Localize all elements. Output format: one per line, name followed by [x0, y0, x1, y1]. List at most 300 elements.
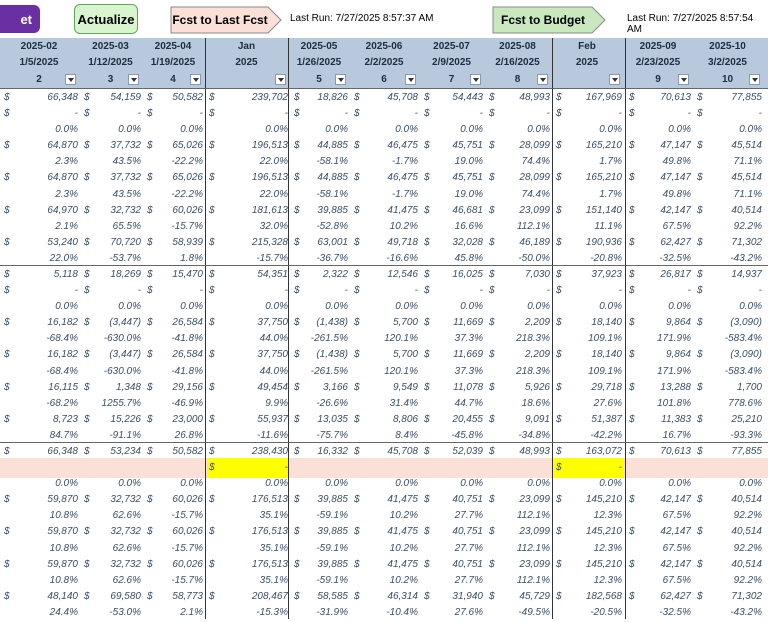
- table-cell[interactable]: 50,582: [172, 92, 203, 103]
- table-cell[interactable]: -52.8%: [316, 220, 348, 232]
- table-cell[interactable]: 58,939: [172, 236, 203, 248]
- table-cell[interactable]: 63,001: [317, 236, 348, 248]
- table-cell[interactable]: 16.6%: [454, 220, 483, 232]
- table-cell[interactable]: 26,584: [172, 349, 203, 361]
- table-cell[interactable]: 45,708: [387, 92, 418, 103]
- table-cell[interactable]: 16,025: [452, 269, 483, 280]
- table-cell[interactable]: -46.9%: [171, 397, 203, 409]
- table-cell[interactable]: 35.1%: [259, 574, 288, 586]
- table-cell[interactable]: -15.7%: [171, 220, 203, 232]
- table-cell[interactable]: 0.0%: [180, 301, 203, 313]
- table-cell[interactable]: 44.0%: [259, 333, 288, 345]
- table-cell[interactable]: 1,700: [736, 381, 762, 393]
- table-cell[interactable]: 112.1%: [516, 542, 550, 554]
- table-cell[interactable]: -93.3%: [730, 429, 762, 441]
- table-cell[interactable]: 16,182: [47, 349, 78, 361]
- table-cell[interactable]: 62.6%: [112, 542, 141, 554]
- table-cell[interactable]: 65.5%: [112, 220, 141, 232]
- table-cell[interactable]: 32,732: [110, 494, 141, 506]
- table-cell[interactable]: 0.0%: [265, 124, 288, 136]
- table-cell[interactable]: 145,210: [585, 494, 622, 506]
- table-cell[interactable]: 47,147: [660, 140, 691, 152]
- table-cell[interactable]: 27.7%: [454, 510, 483, 522]
- table-cell[interactable]: 0.0%: [460, 124, 483, 136]
- table-cell[interactable]: 26,584: [172, 317, 203, 329]
- filter-dropdown-icon[interactable]: [470, 74, 481, 85]
- table-cell[interactable]: 70,613: [660, 446, 691, 457]
- table-cell[interactable]: 32,732: [110, 204, 141, 216]
- table-cell[interactable]: (3,090): [730, 349, 762, 361]
- table-cell[interactable]: -15.7%: [171, 510, 203, 522]
- table-cell[interactable]: 26,817: [660, 269, 691, 280]
- table-cell[interactable]: 47,147: [660, 172, 691, 184]
- table-cell[interactable]: -15.3%: [256, 606, 288, 618]
- table-cell[interactable]: 29,156: [172, 381, 203, 393]
- table-cell[interactable]: -: [344, 285, 348, 297]
- filter-dropdown-icon[interactable]: [609, 74, 620, 85]
- table-cell[interactable]: (1,438): [316, 317, 348, 329]
- table-cell[interactable]: 10.2%: [389, 510, 418, 522]
- table-cell[interactable]: 45,751: [452, 172, 483, 184]
- table-cell[interactable]: 9,864: [665, 317, 691, 329]
- table-cell[interactable]: 66,348: [47, 92, 78, 103]
- table-cell[interactable]: 60,026: [172, 526, 203, 538]
- table-cell[interactable]: 145,210: [585, 558, 622, 570]
- table-cell[interactable]: 10.8%: [49, 542, 78, 554]
- table-cell[interactable]: -: [618, 285, 622, 297]
- table-cell[interactable]: -32.5%: [659, 252, 691, 264]
- table-cell[interactable]: 60,026: [172, 558, 203, 570]
- table-cell[interactable]: -: [74, 108, 78, 120]
- table-cell[interactable]: -: [687, 285, 691, 297]
- filter-dropdown-icon[interactable]: [678, 74, 689, 85]
- table-cell[interactable]: 14,937: [731, 269, 762, 280]
- table-cell[interactable]: 0.0%: [668, 301, 691, 313]
- table-cell[interactable]: 41,475: [387, 558, 418, 570]
- table-cell[interactable]: 1.8%: [180, 252, 203, 264]
- table-cell[interactable]: -68.2%: [46, 397, 78, 409]
- table-cell[interactable]: (3,447): [109, 317, 141, 329]
- table-cell[interactable]: 0.0%: [55, 301, 78, 313]
- table-cell[interactable]: 120.1%: [384, 365, 418, 377]
- table-cell[interactable]: 46,475: [387, 140, 418, 152]
- table-cell[interactable]: -: [284, 108, 288, 120]
- table-cell[interactable]: -583.4%: [724, 333, 762, 345]
- table-cell[interactable]: 92.2%: [733, 220, 762, 232]
- table-cell[interactable]: 8,806: [392, 413, 418, 425]
- table-cell[interactable]: 18.6%: [521, 397, 550, 409]
- table-cell[interactable]: 2.3%: [55, 156, 78, 168]
- table-cell[interactable]: 3,166: [322, 381, 348, 393]
- table-cell[interactable]: -49.5%: [518, 606, 550, 618]
- table-cell[interactable]: 145,210: [585, 526, 622, 538]
- table-cell[interactable]: 9.9%: [265, 397, 288, 409]
- table-cell[interactable]: 1255.7%: [101, 397, 141, 409]
- table-cell[interactable]: 62.6%: [112, 510, 141, 522]
- table-cell[interactable]: -: [199, 108, 203, 120]
- table-cell[interactable]: 42,147: [660, 558, 691, 570]
- table-cell[interactable]: 11,078: [453, 381, 483, 393]
- table-cell[interactable]: 46,475: [387, 172, 418, 184]
- table-cell[interactable]: -22.2%: [171, 188, 203, 200]
- table-cell[interactable]: 55,937: [257, 413, 288, 425]
- table-cell[interactable]: -: [758, 285, 762, 297]
- table-cell[interactable]: 52,039: [452, 446, 483, 457]
- fcst-to-budget-button[interactable]: [492, 6, 606, 34]
- table-cell[interactable]: 0.0%: [395, 301, 418, 313]
- table-cell[interactable]: 16,332: [317, 446, 348, 457]
- table-cell[interactable]: 41,475: [387, 526, 418, 538]
- table-cell[interactable]: 48,140: [47, 590, 78, 602]
- table-cell[interactable]: -1.7%: [391, 188, 418, 200]
- table-cell[interactable]: 0.0%: [739, 124, 762, 136]
- table-cell[interactable]: 13,288: [660, 381, 691, 393]
- table-cell[interactable]: 10.2%: [389, 542, 418, 554]
- table-cell[interactable]: 65,026: [172, 172, 203, 184]
- table-cell[interactable]: 70,613: [660, 92, 691, 103]
- filter-dropdown-icon[interactable]: [190, 74, 201, 85]
- table-cell[interactable]: -630.0%: [103, 333, 141, 345]
- table-cell[interactable]: 23,099: [519, 204, 550, 216]
- table-cell[interactable]: 22.0%: [49, 252, 78, 264]
- table-cell[interactable]: 44.7%: [454, 397, 483, 409]
- filter-dropdown-icon[interactable]: [65, 74, 76, 85]
- table-cell[interactable]: 32,028: [452, 236, 483, 248]
- table-cell[interactable]: 22.0%: [259, 156, 288, 168]
- table-cell[interactable]: -45.8%: [451, 429, 483, 441]
- table-cell[interactable]: 13,035: [317, 413, 348, 425]
- table-cell[interactable]: 2,322: [322, 269, 348, 280]
- table-cell[interactable]: 167,969: [585, 92, 622, 103]
- table-cell[interactable]: -583.4%: [724, 365, 762, 377]
- table-cell[interactable]: 71.1%: [733, 156, 762, 168]
- table-cell[interactable]: 43.5%: [112, 156, 141, 168]
- table-cell[interactable]: -: [344, 108, 348, 120]
- table-cell[interactable]: -: [758, 108, 762, 120]
- table-cell[interactable]: 74.4%: [521, 188, 550, 200]
- table-cell[interactable]: 65,026: [172, 140, 203, 152]
- table-cell[interactable]: 1,348: [115, 381, 141, 393]
- table-cell[interactable]: 42,147: [660, 494, 691, 506]
- table-cell[interactable]: -15.7%: [171, 574, 203, 586]
- table-cell[interactable]: -: [546, 285, 550, 297]
- table-cell[interactable]: 215,328: [251, 236, 288, 248]
- table-cell[interactable]: 45,708: [387, 446, 418, 457]
- table-cell[interactable]: 0.0%: [527, 478, 550, 490]
- table-cell[interactable]: -261.5%: [310, 333, 348, 345]
- table-cell[interactable]: 64,870: [47, 140, 78, 152]
- table-cell[interactable]: 22.0%: [259, 188, 288, 200]
- table-cell[interactable]: 64,970: [47, 204, 78, 216]
- table-cell[interactable]: 54,351: [257, 269, 288, 280]
- table-cell[interactable]: 5,700: [392, 349, 418, 361]
- table-cell[interactable]: 171.9%: [657, 365, 691, 377]
- table-cell[interactable]: 37,732: [110, 140, 141, 152]
- table-cell[interactable]: -: [546, 108, 550, 120]
- table-cell[interactable]: 60,026: [172, 204, 203, 216]
- table-cell[interactable]: 0.0%: [180, 478, 203, 490]
- table-cell[interactable]: -91.1%: [109, 429, 141, 441]
- table-cell[interactable]: 11,383: [661, 413, 691, 425]
- table-cell[interactable]: 2.1%: [180, 606, 203, 618]
- table-cell[interactable]: 163,072: [585, 446, 622, 457]
- table-cell[interactable]: 67.5%: [662, 574, 691, 586]
- table-cell[interactable]: 151,140: [585, 204, 622, 216]
- table-cell[interactable]: 62,427: [660, 590, 691, 602]
- table-cell[interactable]: 190,936: [585, 236, 622, 248]
- table-cell[interactable]: 48,993: [519, 446, 550, 457]
- table-cell[interactable]: 84.7%: [49, 429, 78, 441]
- table-cell[interactable]: 71.1%: [733, 188, 762, 200]
- table-cell[interactable]: -75.7%: [316, 429, 348, 441]
- table-cell[interactable]: 11,669: [453, 349, 483, 361]
- table-cell[interactable]: 8,723: [52, 413, 78, 425]
- table-cell[interactable]: 0.0%: [460, 478, 483, 490]
- table-cell[interactable]: -: [137, 108, 141, 120]
- table-cell[interactable]: -59.1%: [316, 542, 348, 554]
- table-cell[interactable]: 0.0%: [55, 478, 78, 490]
- table-cell[interactable]: 46,681: [452, 204, 483, 216]
- table-cell[interactable]: 0.0%: [395, 478, 418, 490]
- table-cell[interactable]: 40,514: [731, 526, 762, 538]
- table-cell[interactable]: 29,718: [591, 381, 622, 393]
- table-cell[interactable]: 77,855: [731, 446, 762, 457]
- table-cell[interactable]: 45,729: [519, 590, 550, 602]
- filter-dropdown-icon[interactable]: [335, 74, 346, 85]
- set-button[interactable]: et: [0, 5, 40, 33]
- table-cell[interactable]: 27.6%: [454, 606, 483, 618]
- table-cell[interactable]: -16.6%: [386, 252, 418, 264]
- table-cell[interactable]: 19.0%: [454, 156, 483, 168]
- table-cell[interactable]: 48,993: [519, 92, 550, 103]
- table-cell[interactable]: 0.0%: [460, 301, 483, 313]
- table-cell[interactable]: 40,514: [731, 494, 762, 506]
- table-cell[interactable]: -20.8%: [590, 252, 622, 264]
- table-cell[interactable]: 35.1%: [259, 510, 288, 522]
- table-cell[interactable]: -22.2%: [171, 156, 203, 168]
- table-cell[interactable]: 64,870: [47, 172, 78, 184]
- table-cell[interactable]: 39,885: [317, 526, 348, 538]
- table-cell[interactable]: 10.2%: [389, 574, 418, 586]
- table-cell[interactable]: 16,115: [48, 381, 78, 393]
- table-cell[interactable]: 0.0%: [325, 478, 348, 490]
- table-cell[interactable]: 40,751: [452, 558, 483, 570]
- table-cell[interactable]: 0.0%: [599, 478, 622, 490]
- table-cell[interactable]: -42.2%: [590, 429, 622, 441]
- table-cell[interactable]: 109.1%: [588, 333, 622, 345]
- table-cell[interactable]: 15,470: [172, 269, 203, 280]
- table-cell[interactable]: -: [618, 108, 622, 120]
- table-cell[interactable]: 40,751: [452, 526, 483, 538]
- table-cell[interactable]: 18,826: [317, 92, 348, 103]
- table-cell[interactable]: 37.3%: [454, 365, 483, 377]
- table-cell[interactable]: 40,514: [731, 558, 762, 570]
- table-cell[interactable]: 67.5%: [662, 542, 691, 554]
- table-cell[interactable]: 9,091: [524, 413, 550, 425]
- table-cell[interactable]: 0.0%: [118, 124, 141, 136]
- table-cell[interactable]: 16,182: [47, 317, 78, 329]
- table-cell[interactable]: 23,000: [172, 413, 203, 425]
- table-cell[interactable]: 165,210: [585, 140, 622, 152]
- table-cell[interactable]: 41,475: [387, 494, 418, 506]
- filter-dropdown-icon[interactable]: [537, 74, 548, 85]
- table-cell[interactable]: 778.6%: [728, 397, 762, 409]
- table-cell[interactable]: 71,302: [731, 236, 762, 248]
- table-cell[interactable]: 0.0%: [739, 478, 762, 490]
- table-cell[interactable]: 44.0%: [259, 365, 288, 377]
- table-cell[interactable]: 112.1%: [516, 574, 550, 586]
- table-cell[interactable]: 50,582: [172, 446, 203, 457]
- table-cell[interactable]: 39,885: [317, 494, 348, 506]
- table-cell[interactable]: 37,732: [110, 172, 141, 184]
- table-cell[interactable]: 77,855: [731, 92, 762, 103]
- table-cell[interactable]: 0.0%: [118, 301, 141, 313]
- table-cell[interactable]: 18,269: [110, 269, 141, 280]
- table-cell[interactable]: 53,234: [110, 446, 141, 457]
- table-cell[interactable]: (3,090): [730, 317, 762, 329]
- table-cell[interactable]: 18,140: [591, 349, 622, 361]
- table-cell[interactable]: 58,585: [317, 590, 348, 602]
- table-cell[interactable]: -36.7%: [316, 252, 348, 264]
- table-cell[interactable]: 165,210: [585, 172, 622, 184]
- table-cell[interactable]: 16.7%: [662, 429, 691, 441]
- table-cell[interactable]: -630.0%: [103, 365, 141, 377]
- table-cell[interactable]: 12,546: [387, 269, 418, 280]
- table-cell[interactable]: 69,580: [110, 590, 141, 602]
- table-cell[interactable]: 18,140: [591, 317, 622, 329]
- table-cell[interactable]: 23,099: [519, 526, 550, 538]
- table-cell[interactable]: 41,475: [387, 204, 418, 216]
- table-cell[interactable]: -68.4%: [46, 365, 78, 377]
- table-cell[interactable]: 109.1%: [588, 365, 622, 377]
- table-cell[interactable]: -58.1%: [316, 156, 348, 168]
- table-cell[interactable]: 181,613: [251, 204, 288, 216]
- table-cell[interactable]: 70,720: [110, 236, 141, 248]
- table-cell[interactable]: 71,302: [731, 590, 762, 602]
- table-cell[interactable]: 0.0%: [395, 124, 418, 136]
- table-cell[interactable]: 238,430: [251, 446, 288, 457]
- table-cell[interactable]: -: [284, 462, 288, 474]
- table-cell[interactable]: 120.1%: [384, 333, 418, 345]
- table-cell[interactable]: 0.0%: [325, 301, 348, 313]
- table-cell[interactable]: 35.1%: [259, 542, 288, 554]
- table-cell[interactable]: -: [618, 462, 622, 474]
- table-cell[interactable]: 0.0%: [668, 478, 691, 490]
- table-cell[interactable]: 2,209: [524, 349, 550, 361]
- table-cell[interactable]: 239,702: [251, 92, 288, 103]
- table-cell[interactable]: 0.0%: [599, 124, 622, 136]
- table-cell[interactable]: 59,870: [47, 494, 78, 506]
- table-cell[interactable]: 10.2%: [389, 220, 418, 232]
- table-cell[interactable]: 32.0%: [259, 220, 288, 232]
- table-cell[interactable]: 92.2%: [733, 574, 762, 586]
- table-cell[interactable]: -50.0%: [518, 252, 550, 264]
- table-cell[interactable]: 12.3%: [593, 510, 622, 522]
- table-cell[interactable]: 0.0%: [55, 124, 78, 136]
- table-cell[interactable]: -261.5%: [310, 365, 348, 377]
- table-cell[interactable]: -32.5%: [659, 606, 691, 618]
- table-cell[interactable]: 9,549: [392, 381, 418, 393]
- table-cell[interactable]: 28,099: [519, 172, 550, 184]
- table-cell[interactable]: 0.0%: [668, 124, 691, 136]
- table-cell[interactable]: -: [414, 108, 418, 120]
- table-cell[interactable]: -: [137, 285, 141, 297]
- table-cell[interactable]: -1.7%: [391, 156, 418, 168]
- table-cell[interactable]: 37,750: [257, 349, 288, 361]
- table-cell[interactable]: 58,773: [172, 590, 203, 602]
- table-cell[interactable]: 39,885: [317, 204, 348, 216]
- table-cell[interactable]: 11.1%: [594, 220, 622, 232]
- fcst-to-last-fcst-button[interactable]: [170, 6, 282, 34]
- table-cell[interactable]: 26.8%: [174, 429, 203, 441]
- table-cell[interactable]: 10.8%: [49, 510, 78, 522]
- table-cell[interactable]: 112.1%: [516, 220, 550, 232]
- table-cell[interactable]: -59.1%: [316, 510, 348, 522]
- table-cell[interactable]: 0.0%: [265, 478, 288, 490]
- table-cell[interactable]: -: [687, 108, 691, 120]
- table-cell[interactable]: -: [74, 285, 78, 297]
- table-cell[interactable]: 43.5%: [112, 188, 141, 200]
- table-cell[interactable]: 101.8%: [657, 397, 691, 409]
- table-cell[interactable]: -43.2%: [730, 606, 762, 618]
- table-cell[interactable]: 54,159: [110, 92, 141, 103]
- table-cell[interactable]: -: [284, 285, 288, 297]
- table-cell[interactable]: 7,030: [524, 269, 550, 280]
- table-cell[interactable]: 11,669: [453, 317, 483, 329]
- table-cell[interactable]: (3,447): [109, 349, 141, 361]
- table-cell[interactable]: 62.6%: [112, 574, 141, 586]
- table-cell[interactable]: -15.7%: [171, 542, 203, 554]
- table-cell[interactable]: -53.7%: [109, 252, 141, 264]
- table-cell[interactable]: 8.4%: [395, 429, 418, 441]
- table-cell[interactable]: 176,513: [251, 494, 288, 506]
- table-cell[interactable]: -11.6%: [257, 429, 288, 441]
- table-cell[interactable]: 1.7%: [599, 188, 622, 200]
- table-cell[interactable]: 24.4%: [49, 606, 78, 618]
- table-cell[interactable]: 45,514: [731, 172, 762, 184]
- table-cell[interactable]: 2.3%: [55, 188, 78, 200]
- table-cell[interactable]: -31.9%: [316, 606, 348, 618]
- table-cell[interactable]: 44,885: [317, 140, 348, 152]
- table-cell[interactable]: -: [479, 285, 483, 297]
- table-cell[interactable]: 12.3%: [593, 542, 622, 554]
- table-cell[interactable]: 23,099: [519, 494, 550, 506]
- filter-dropdown-icon[interactable]: [128, 74, 139, 85]
- table-cell[interactable]: -20.5%: [590, 606, 622, 618]
- table-cell[interactable]: -: [199, 285, 203, 297]
- table-cell[interactable]: 40,514: [731, 204, 762, 216]
- table-cell[interactable]: 59,870: [47, 526, 78, 538]
- table-cell[interactable]: 45.8%: [454, 252, 483, 264]
- table-cell[interactable]: 112.1%: [516, 510, 550, 522]
- table-cell[interactable]: 15,226: [110, 413, 141, 425]
- table-cell[interactable]: 23,099: [519, 558, 550, 570]
- table-cell[interactable]: 27.6%: [593, 397, 622, 409]
- table-cell[interactable]: -34.8%: [518, 429, 550, 441]
- table-cell[interactable]: 1.7%: [599, 156, 622, 168]
- table-cell[interactable]: 218.3%: [516, 365, 550, 377]
- table-cell[interactable]: 9,864: [665, 349, 691, 361]
- table-cell[interactable]: 46,189: [519, 236, 550, 248]
- table-cell[interactable]: 60,026: [172, 494, 203, 506]
- filter-dropdown-icon[interactable]: [405, 74, 416, 85]
- table-cell[interactable]: 32,732: [110, 526, 141, 538]
- table-cell[interactable]: 53,240: [47, 236, 78, 248]
- table-cell[interactable]: -58.1%: [316, 188, 348, 200]
- table-cell[interactable]: 51,387: [591, 413, 622, 425]
- table-cell[interactable]: 176,513: [251, 526, 288, 538]
- table-cell[interactable]: 182,568: [585, 590, 622, 602]
